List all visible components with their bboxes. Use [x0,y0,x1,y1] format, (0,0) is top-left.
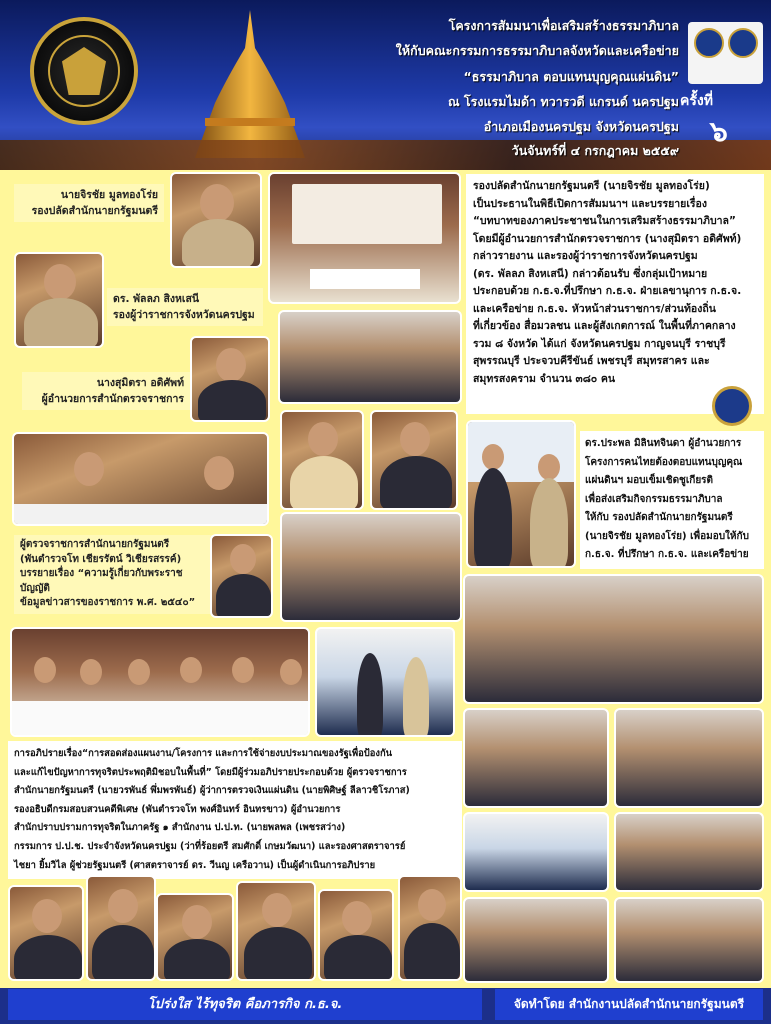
photo-exhibition [463,812,609,892]
para1-line: โดยมีผู้อำนวยการสำนักตรวจราชการ (นางสุมิตรา อดิศัพท์) [473,232,742,245]
caption-person2-name: ดร. พัลลภ สิงหเสนี [113,293,200,305]
photo-vice-governor [14,252,104,348]
photo-participants-5 [614,812,764,892]
caption-lecturer-line3: บรรยายเรื่อง “ความรู้เกี่ยวกับพระราชบัญญัติ [20,568,183,594]
para1-line: (ดร. พัลลภ สิงหเสนี) กล่าวต้อนรับ ซึ่งกลุ่มเป้าหมาย [473,267,708,280]
photo-lecturer [210,534,273,618]
caption-person3 [22,372,190,410]
pin-badge-icon [712,386,752,426]
para1-line: สมุทรสงคราม จำนวน ๓๘๐ คน [473,372,616,385]
header-line-3: “ธรรมาภิบาล ตอบแทนบุญคุณแผ่นดิน” [463,69,679,84]
header-line-4: ณ โรงแรมไมด้า ทวารวดี แกรนด์ นครปฐม [447,94,679,109]
para2-line: โครงการคนไทยต้องตอบแทนบุญคุณ [585,456,743,468]
para1-line: ที่เกี่ยวข้อง สื่อมวลชน และผู้สังเกตการณ์ ในพื้นที่ภาคกลาง [473,320,736,332]
photo-panelist-6 [398,875,462,981]
photo-participants-6 [463,897,609,983]
para3-line: สำนักนายกรัฐมนตรี (นายวรพันธ์ พึ่มพรพันธ์) ผู้ว่าการตรวจเงินแผ่นดิน (นายพิศิษฐ์ ลีลาวชิโรภาส) [14,785,410,797]
caption-person2-title: รองผู้ว่าราชการจังหวัดนครปฐม [113,309,255,321]
emblem-logos [688,22,763,84]
caption-lecturer-line2: (พันตำรวจโท เชียรรัตน์ วิเชียรสรรค์) [20,553,182,565]
para1-line: “บทบาทของภาคประชาชนในการเสริมสร้างธรรมาภิบาล” [473,215,736,227]
para3-line: รองอธิบดีกรมสอบสวนคดีพิเศษ (พันตำรวจโท พงศ์อินทร์ อินทรขาว) ผู้อำนวยการ [14,803,341,815]
para1-line: และเครือข่าย ก.ธ.จ. หัวหน้าส่วนราชการ/ส่วนท้องถิ่น [473,302,716,315]
photo-panelist-1 [8,885,84,981]
para1-line: สุพรรณบุรี ประจวบคีรีขันธ์ เพชรบุรี สมุทรสาคร และ [473,355,710,367]
caption-person2 [107,288,263,326]
para3-line: กรรมการ ป.ป.ช. ประจำจังหวัดนครปฐม (ว่าที่ร้อยตรี สมศักดิ์ เกษมวัฒนา) และรองศาสตราจารย์ [14,840,406,852]
photo-participants-3 [463,708,609,808]
photo-participants-7 [614,897,764,983]
photo-participant-1 [280,410,364,510]
para2-line: (นายจิรชัย มูลทองโร่ย) เพื่อมอบให้กับ [585,530,749,542]
footer-slogan: โปร่งใส ไร้ทุจริต คือภารกิจ ก.ธ.จ. [8,989,482,1020]
header-line-1: โครงการสัมมนาเพื่อเสริมสร้างธรรมาภิบาล [448,18,679,33]
para1-line: ประกอบด้วย ก.ธ.จ.ที่ปรึกษา ก.ธ.จ. ฝ่ายเลขานุการ ก.ธ.จ. [473,285,742,297]
caption-person3-title: ผู้อำนวยการสำนักตรวจราชการ [41,393,184,405]
photo-award-ceremony [466,420,576,568]
para1-line: รองปลัดสำนักนายกรัฐมนตรี (นายจิรชัย มูลทองโร่ย) [473,180,710,192]
paragraph-award [580,431,764,569]
caption-lecturer [14,535,214,614]
photo-panelist-2 [86,875,156,981]
government-seal-logo [30,17,138,125]
photo-participant-2 [370,410,458,510]
pagoda-image [175,8,325,158]
caption-person1-name: นายจิรชัย มูลทองโร่ย [60,189,158,201]
para2-line: ก.ธ.จ. ที่ปรึกษา ก.ธ.จ. และเครือข่าย [585,549,749,560]
photo-panelist-5 [318,889,394,981]
photo-panelist-4 [236,881,316,981]
para2-line: แผ่นดินฯ มอบเข็มเชิดชูเกียรติ [585,475,714,486]
photo-panel-guests [12,432,269,526]
photo-audience-1 [278,310,462,404]
footer-producer: จัดทำโดย สำนักงานปลัดสำนักนายกรัฐมนตรี [495,989,763,1020]
caption-person1-title: รองปลัดสำนักนายกรัฐมนตรี [31,205,158,217]
para1-line: กล่าวรายงาน และรองผู้ว่าราชการจังหวัดนครปฐม [473,250,698,262]
header-banner [0,0,771,170]
para1-line: เป็นประธานในพิธีเปิดการสัมมนาฯ และบรรยายเรื่อง [473,197,707,210]
para3-line: และแก้ไขปัญหาการทุจริตประพฤติมิชอบในพื้นที่” โดยมีผู้ร่วมอภิปรายประกอบด้วย ผู้ตรวจราชการ [14,766,407,778]
para1-line: รวม ๘ จังหวัด ได้แก่ จังหวัดนครปฐม กาญจนบุรี ราชบุรี [473,337,726,350]
header-line-5: อำเภอเมืองนครปฐม จังหวัดนครปฐม [483,119,679,134]
caption-person1 [14,184,164,222]
photo-participants-4 [614,708,764,808]
para3-line: สำนักปราบปรามการทุจริตในภาครัฐ ๑ สำนักงาน ป.ป.ท. (นายพลพล (เพชรสว่าง) [14,822,346,834]
header-line-2: ให้กับคณะกรรมการธรรมาภิบาลจังหวัดและเครือข่าย [395,43,679,58]
caption-person3-name: นางสุมิตรา อดิศัพท์ [96,377,184,389]
paragraph-opening [466,174,764,414]
caption-lecturer-line1: ผู้ตรวจราชการสำนักนายกรัฐมนตรี [20,539,170,550]
photo-panelist-3 [156,893,234,981]
photo-audience-2 [280,512,462,622]
photo-gift-exchange [315,627,455,737]
paragraph-discussion [8,741,462,879]
episode-number: ๖ [710,115,728,148]
episode-label: ครั้งที่ [680,93,713,109]
para2-line: เพื่อส่งเสริมกิจกรรมธรรมาภิบาล [585,493,723,505]
para3-line: ไชยา ยิ้มวิไล ผู้ช่วยรัฐมนตรี (ศาสตราจารย์ ดร. วีนญ เครือวาน) เป็นผู้ดำเนินการอภิปราย [14,859,376,871]
header-line-6: วันจันทร์ที่ ๔ กรกฎาคม ๒๕๕๙ [511,143,679,158]
para3-line: การอภิปรายเรื่อง“การสอดส่องแผนงาน/โครงการ และการใช้จ่ายงบประมาณของรัฐเพื่อป้องกัน [14,748,393,759]
caption-lecturer-line4: ข้อมูลข่าวสารของราชการ พ.ศ. ๒๕๔๐” [20,597,196,608]
para2-line: ให้กับ รองปลัดสำนักนายกรัฐมนตรี [585,512,733,523]
photo-deputy-permanent-secretary [170,172,262,268]
photo-panel-discussion [10,627,310,737]
photo-inspection-director [190,336,270,422]
para2-line: ดร.ประพล มิลินทจินดา ผู้อำนวยการ [585,438,742,449]
photo-opening-stage [268,172,461,304]
photo-audience-wide [463,574,764,704]
